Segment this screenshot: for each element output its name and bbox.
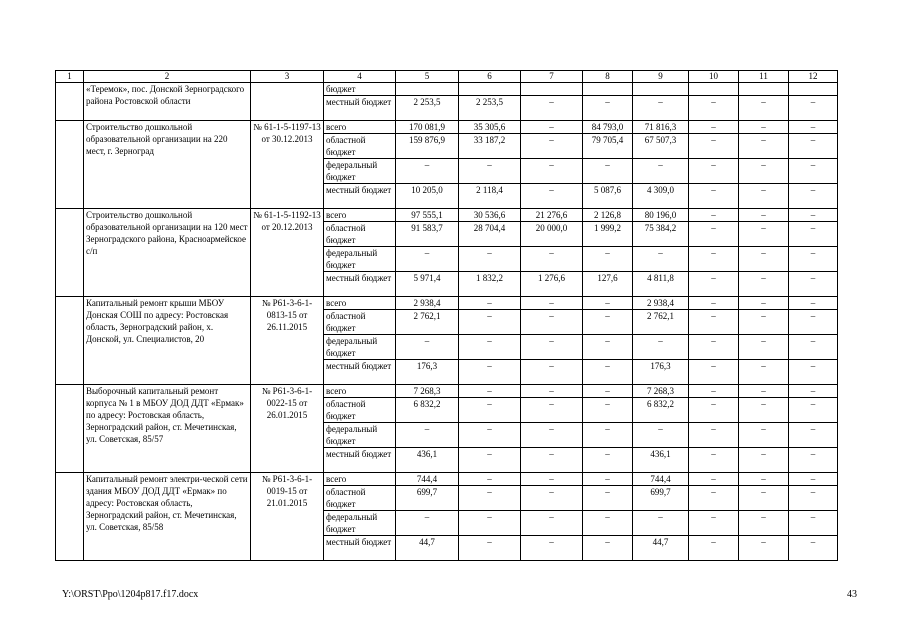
amount-cell: –	[459, 297, 521, 310]
amount-cell: 91 583,7	[396, 222, 459, 247]
amount-cell: –	[459, 536, 521, 561]
amount-cell: –	[459, 398, 521, 423]
amount-cell: –	[459, 448, 521, 473]
amount-cell: –	[739, 272, 789, 297]
amount-cell: –	[789, 423, 838, 448]
amount-cell: 2 126,8	[583, 209, 633, 222]
amount-cell: –	[396, 159, 459, 184]
amount-cell: 2 938,4	[633, 297, 689, 310]
amount-cell: –	[789, 536, 838, 561]
amount-cell: –	[689, 184, 739, 209]
amount-cell: 97 555,1	[396, 209, 459, 222]
amount-cell: 7 268,3	[396, 385, 459, 398]
funding-source: всего	[324, 297, 396, 310]
row-number-cell	[56, 83, 84, 121]
amount-cell	[521, 83, 583, 96]
amount-cell: –	[739, 360, 789, 385]
amount-cell: –	[689, 209, 739, 222]
funding-source: местный бюджет	[324, 536, 396, 561]
amount-cell: 699,7	[396, 486, 459, 511]
amount-cell: 44,7	[633, 536, 689, 561]
amount-cell: 75 384,2	[633, 222, 689, 247]
amount-cell: 10 205,0	[396, 184, 459, 209]
amount-cell: –	[739, 310, 789, 335]
amount-cell: –	[689, 398, 739, 423]
amount-cell: –	[739, 222, 789, 247]
amount-cell: –	[521, 159, 583, 184]
amount-cell: –	[521, 184, 583, 209]
col-header: 7	[521, 71, 583, 83]
col-header: 9	[633, 71, 689, 83]
amount-cell: 5 971,4	[396, 272, 459, 297]
amount-cell: –	[396, 511, 459, 536]
amount-cell: –	[689, 360, 739, 385]
amount-cell: –	[633, 159, 689, 184]
amount-cell: 6 832,2	[633, 398, 689, 423]
amount-cell: –	[739, 184, 789, 209]
amount-cell: –	[521, 385, 583, 398]
amount-cell: –	[459, 247, 521, 272]
amount-cell: –	[583, 310, 633, 335]
funding-source: областной бюджет	[324, 398, 396, 423]
amount-cell: 127,6	[583, 272, 633, 297]
amount-cell: –	[583, 247, 633, 272]
amount-cell: –	[689, 134, 739, 159]
funding-source: местный бюджет	[324, 360, 396, 385]
amount-cell: –	[739, 209, 789, 222]
amount-cell: –	[521, 511, 583, 536]
amount-cell: –	[739, 511, 789, 536]
amount-cell: 20 000,0	[521, 222, 583, 247]
amount-cell: –	[583, 385, 633, 398]
amount-cell: 2 938,4	[396, 297, 459, 310]
amount-cell: 436,1	[396, 448, 459, 473]
col-header: 3	[251, 71, 324, 83]
amount-cell: 4 309,0	[633, 184, 689, 209]
amount-cell: 436,1	[633, 448, 689, 473]
amount-cell: 176,3	[396, 360, 459, 385]
amount-cell: 35 305,6	[459, 121, 521, 134]
amount-cell: –	[521, 473, 583, 486]
col-header: 11	[739, 71, 789, 83]
amount-cell: –	[789, 247, 838, 272]
amount-cell: –	[521, 335, 583, 360]
amount-cell: –	[739, 134, 789, 159]
amount-cell: –	[583, 448, 633, 473]
funding-source: всего	[324, 209, 396, 222]
amount-cell: –	[739, 398, 789, 423]
amount-cell: –	[789, 310, 838, 335]
funding-source: федеральный бюджет	[324, 511, 396, 536]
amount-cell: –	[583, 159, 633, 184]
amount-cell	[739, 83, 789, 96]
document-number	[251, 83, 324, 121]
funding-source: всего	[324, 473, 396, 486]
amount-cell: –	[521, 96, 583, 121]
amount-cell: –	[633, 511, 689, 536]
amount-cell: –	[789, 360, 838, 385]
amount-cell	[583, 83, 633, 96]
amount-cell: 744,4	[633, 473, 689, 486]
funding-source: всего	[324, 121, 396, 134]
col-header: 10	[689, 71, 739, 83]
col-header: 1	[56, 71, 84, 83]
amount-cell: –	[521, 121, 583, 134]
amount-cell: –	[459, 159, 521, 184]
amount-cell	[789, 83, 838, 96]
amount-cell: –	[689, 448, 739, 473]
amount-cell: –	[583, 511, 633, 536]
amount-cell: –	[459, 360, 521, 385]
amount-cell: –	[633, 335, 689, 360]
amount-cell: –	[789, 473, 838, 486]
row-number-cell	[56, 297, 84, 385]
amount-cell: 176,3	[633, 360, 689, 385]
amount-cell: –	[583, 486, 633, 511]
amount-cell: –	[789, 134, 838, 159]
col-header: 8	[583, 71, 633, 83]
amount-cell: 699,7	[633, 486, 689, 511]
amount-cell: –	[396, 335, 459, 360]
amount-cell: –	[689, 222, 739, 247]
table-row	[56, 83, 838, 96]
column-number-row	[56, 71, 838, 83]
amount-cell: 21 276,6	[521, 209, 583, 222]
funding-source: федеральный бюджет	[324, 159, 396, 184]
amount-cell: –	[521, 398, 583, 423]
amount-cell: 7 268,3	[633, 385, 689, 398]
amount-cell: –	[459, 385, 521, 398]
project-name: «Теремок», пос. Донской Зерноградского района Ростовской области	[84, 83, 251, 121]
amount-cell: –	[689, 511, 739, 536]
amount-cell: –	[583, 96, 633, 121]
amount-cell: –	[789, 297, 838, 310]
amount-cell: –	[789, 121, 838, 134]
funding-source: местный бюджет	[324, 184, 396, 209]
amount-cell: –	[789, 272, 838, 297]
table-row	[56, 385, 838, 398]
page-number: 43	[847, 589, 857, 600]
document-number: № 61-1-5-1197-13 от 30.12.2013	[251, 121, 324, 209]
amount-cell: –	[739, 385, 789, 398]
amount-cell: –	[583, 473, 633, 486]
document-number: № Р61-3-6-1-0813-15 от 26.11.2015	[251, 297, 324, 385]
amount-cell: 33 187,2	[459, 134, 521, 159]
amount-cell: –	[459, 511, 521, 536]
funding-source: местный бюджет	[324, 96, 396, 121]
amount-cell: –	[689, 335, 739, 360]
amount-cell: –	[583, 360, 633, 385]
amount-cell: –	[396, 423, 459, 448]
amount-cell: –	[521, 134, 583, 159]
table-row	[56, 297, 838, 310]
amount-cell: 4 811,8	[633, 272, 689, 297]
funding-source: областной бюджет	[324, 486, 396, 511]
amount-cell: –	[689, 247, 739, 272]
amount-cell: –	[521, 247, 583, 272]
amount-cell: –	[583, 398, 633, 423]
amount-cell: 2 253,5	[459, 96, 521, 121]
funding-source: федеральный бюджет	[324, 335, 396, 360]
project-name: Капитальный ремонт электри-ческой сети здания МБОУ ДОД ДДТ «Ермак» по адресу: Ростовская область, Зерноградский район, ст. Мечетинская, ул. Советская, 85/58	[84, 473, 251, 561]
amount-cell: –	[583, 536, 633, 561]
col-header: 2	[84, 71, 251, 83]
amount-cell: –	[521, 310, 583, 335]
amount-cell: –	[739, 486, 789, 511]
amount-cell: 79 705,4	[583, 134, 633, 159]
amount-cell: –	[789, 209, 838, 222]
row-number-cell	[56, 385, 84, 473]
amount-cell: –	[583, 423, 633, 448]
amount-cell: 2 762,1	[396, 310, 459, 335]
amount-cell: –	[739, 335, 789, 360]
amount-cell: –	[689, 310, 739, 335]
amount-cell: –	[633, 96, 689, 121]
project-name: Капитальный ремонт крыши МБОУ Донская СОШ по адресу: Ростовская область, Зерноградский район, х. Донской, ул. Специалистов, 20	[84, 297, 251, 385]
amount-cell: 2 762,1	[633, 310, 689, 335]
amount-cell: –	[459, 486, 521, 511]
amount-cell: –	[459, 423, 521, 448]
amount-cell: 2 118,4	[459, 184, 521, 209]
table-row	[56, 473, 838, 486]
row-number-cell	[56, 209, 84, 297]
col-header: 5	[396, 71, 459, 83]
project-name: Строительство дошкольной образовательной организации на 120 мест Зерноградского района, Красноармейское с/п	[84, 209, 251, 297]
amount-cell: –	[689, 121, 739, 134]
table-row	[56, 209, 838, 222]
amount-cell: –	[739, 536, 789, 561]
row-number-cell	[56, 473, 84, 561]
project-name: Строительство дошкольной образовательной организации на 220 мест, г. Зерноград	[84, 121, 251, 209]
funding-source: областной бюджет	[324, 222, 396, 247]
funding-source: областной бюджет	[324, 134, 396, 159]
amount-cell: –	[396, 247, 459, 272]
amount-cell: 1 276,6	[521, 272, 583, 297]
amount-cell: 6 832,2	[396, 398, 459, 423]
amount-cell: 67 507,3	[633, 134, 689, 159]
amount-cell: –	[789, 184, 838, 209]
funding-source: областной бюджет	[324, 310, 396, 335]
amount-cell: 2 253,5	[396, 96, 459, 121]
amount-cell	[689, 83, 739, 96]
amount-cell: –	[689, 423, 739, 448]
amount-cell: –	[459, 310, 521, 335]
amount-cell: –	[521, 360, 583, 385]
amount-cell: –	[521, 448, 583, 473]
amount-cell: –	[789, 385, 838, 398]
amount-cell: –	[689, 385, 739, 398]
amount-cell: 5 087,6	[583, 184, 633, 209]
amount-cell: –	[739, 448, 789, 473]
amount-cell: –	[739, 96, 789, 121]
funding-source: местный бюджет	[324, 448, 396, 473]
col-header: 12	[789, 71, 838, 83]
amount-cell: 80 196,0	[633, 209, 689, 222]
col-header: 6	[459, 71, 521, 83]
file-path: Y:\ORST\Ppo\1204p817.f17.docx	[62, 589, 199, 600]
amount-cell: –	[689, 96, 739, 121]
amount-cell: 1 999,2	[583, 222, 633, 247]
amount-cell: –	[789, 448, 838, 473]
funding-source: федеральный бюджет	[324, 423, 396, 448]
budget-table	[55, 70, 838, 561]
amount-cell: –	[459, 473, 521, 486]
amount-cell: 744,4	[396, 473, 459, 486]
amount-cell: –	[739, 297, 789, 310]
amount-cell: –	[521, 297, 583, 310]
amount-cell: –	[789, 398, 838, 423]
funding-source: бюджет	[324, 83, 396, 96]
amount-cell: –	[689, 536, 739, 561]
amount-cell: –	[583, 335, 633, 360]
amount-cell: 1 832,2	[459, 272, 521, 297]
funding-source: всего	[324, 385, 396, 398]
row-number-cell	[56, 121, 84, 209]
amount-cell: –	[789, 159, 838, 184]
amount-cell	[459, 83, 521, 96]
funding-source: федеральный бюджет	[324, 247, 396, 272]
amount-cell: –	[789, 511, 838, 536]
amount-cell: –	[739, 121, 789, 134]
amount-cell: –	[633, 423, 689, 448]
amount-cell: 84 793,0	[583, 121, 633, 134]
amount-cell: –	[521, 423, 583, 448]
project-name: Выборочный капитальный ремонт корпуса № 1 в МБОУ ДОД ДДТ «Ермак» по адресу: Ростовская область, Зерноградский район, ст. Мечетинская, ул. Советская, 85/57	[84, 385, 251, 473]
amount-cell: 30 536,6	[459, 209, 521, 222]
amount-cell: –	[789, 96, 838, 121]
amount-cell: –	[689, 159, 739, 184]
document-number: № Р61-3-6-1-0019-15 от 21.01.2015	[251, 473, 324, 561]
amount-cell: –	[689, 473, 739, 486]
amount-cell: –	[789, 486, 838, 511]
amount-cell: 44,7	[396, 536, 459, 561]
document-number: № Р61-3-6-1-0022-15 от 26.01.2015	[251, 385, 324, 473]
amount-cell: –	[789, 335, 838, 360]
amount-cell: –	[689, 272, 739, 297]
amount-cell: 28 704,4	[459, 222, 521, 247]
document-number: № 61-1-5-1192-13 от 20.12.2013	[251, 209, 324, 297]
amount-cell: –	[521, 536, 583, 561]
amount-cell: –	[739, 423, 789, 448]
amount-cell: 170 081,9	[396, 121, 459, 134]
amount-cell: –	[689, 297, 739, 310]
amount-cell: 71 816,3	[633, 121, 689, 134]
amount-cell: –	[739, 247, 789, 272]
amount-cell: –	[689, 486, 739, 511]
amount-cell: –	[521, 486, 583, 511]
amount-cell: –	[739, 473, 789, 486]
amount-cell: –	[789, 222, 838, 247]
table-row	[56, 121, 838, 134]
amount-cell	[396, 83, 459, 96]
funding-source: местный бюджет	[324, 272, 396, 297]
amount-cell	[633, 83, 689, 96]
amount-cell: –	[633, 247, 689, 272]
amount-cell: –	[583, 297, 633, 310]
amount-cell: 159 876,9	[396, 134, 459, 159]
col-header: 4	[324, 71, 396, 83]
amount-cell: –	[739, 159, 789, 184]
amount-cell: –	[459, 335, 521, 360]
